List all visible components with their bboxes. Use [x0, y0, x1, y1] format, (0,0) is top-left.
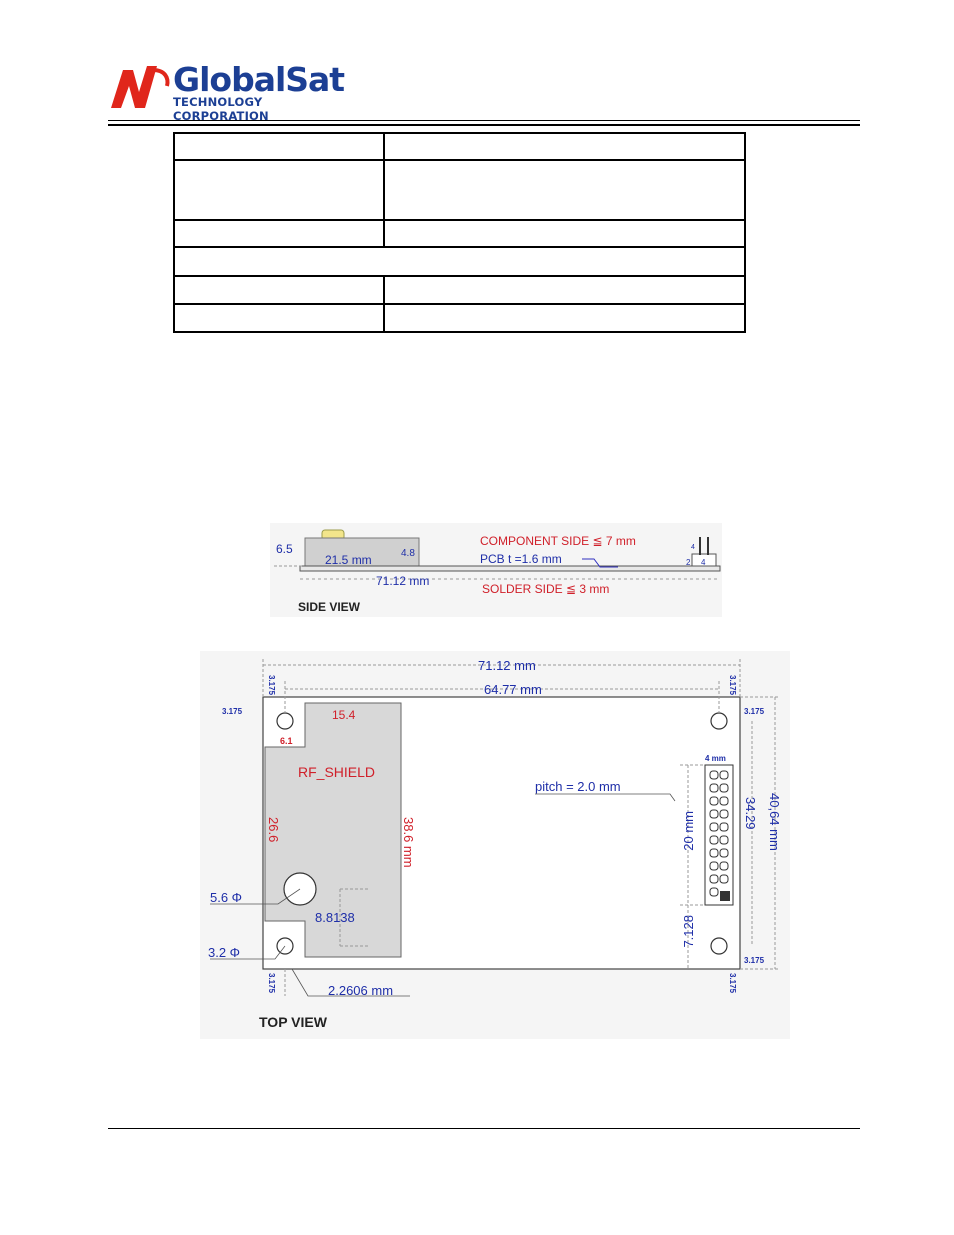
header-pin	[720, 875, 728, 883]
header-pin	[710, 810, 718, 818]
table-cell	[174, 220, 384, 247]
table-row	[174, 276, 745, 304]
overall-width-label: 71.12 mm	[478, 658, 536, 673]
pcb-thickness-label: PCB t =1.6 mm	[480, 552, 562, 566]
header-pin	[710, 823, 718, 831]
table-cell	[384, 133, 745, 160]
header-pin	[720, 836, 728, 844]
top-view-title: TOP VIEW	[259, 1014, 327, 1030]
header-pin	[710, 849, 718, 857]
table-cell	[384, 160, 745, 220]
header-pin	[710, 888, 718, 896]
header-pin	[710, 875, 718, 883]
hole-diameter-label: 3.2 Φ	[208, 945, 241, 960]
pin-box-label: 4	[701, 558, 706, 567]
header-rule-thick	[108, 124, 860, 126]
corner-offset-left: 3.175	[222, 707, 243, 716]
header-pin	[720, 810, 728, 818]
side-block-width: 21.5 mm	[325, 553, 372, 567]
header-pin	[720, 797, 728, 805]
spec-table	[173, 132, 746, 333]
shield-label: RF_SHIELD	[298, 764, 376, 780]
table-cell	[174, 160, 384, 220]
component-side-label: COMPONENT SIDE ≦ 7 mm	[480, 534, 636, 548]
logo-name: GlobalSat	[173, 60, 345, 99]
hole-vertical-label: 34.29	[743, 797, 758, 830]
corner-offset-top-right-v: 3.175	[728, 675, 737, 696]
header-pin	[710, 771, 718, 779]
header-offset-label: 7.128	[681, 915, 696, 948]
table-row	[174, 304, 745, 332]
connector-diameter-label: 5.6 Φ	[210, 890, 243, 905]
pin-small-top: 4	[691, 544, 695, 551]
corner-offset-right: 3.175	[744, 707, 765, 716]
header-pin	[720, 862, 728, 870]
side-length: 71.12 mm	[376, 574, 430, 588]
side-block-height: 4.8	[401, 548, 415, 559]
table-cell	[174, 247, 745, 276]
pitch-label: pitch = 2.0 mm	[535, 779, 621, 794]
overall-height-label: 40,64 mm	[767, 793, 782, 851]
header-pin	[710, 797, 718, 805]
header-pin	[710, 862, 718, 870]
footer-rule	[108, 1128, 860, 1129]
side-height-label: 6.5	[276, 542, 293, 556]
header-pin	[710, 836, 718, 844]
shield-top-label: 15.4	[332, 708, 356, 722]
solder-side-label: SOLDER SIDE ≦ 3 mm	[482, 582, 610, 596]
table-cell	[384, 220, 745, 247]
shield-notch-label: 6.1	[280, 736, 293, 746]
header-pin	[710, 784, 718, 792]
header-pin	[720, 784, 728, 792]
table-row	[174, 160, 745, 220]
corner-offset-bottom-right: 3.175	[744, 956, 765, 965]
table-row	[174, 220, 745, 247]
logo-subtitle: TECHNOLOGY CORPORATION	[173, 95, 269, 123]
company-logo	[109, 60, 359, 123]
header-pin	[720, 771, 728, 779]
header-width-label: 4 mm	[705, 754, 726, 763]
table-cell	[174, 133, 384, 160]
header-height-label: 20 mm	[681, 811, 696, 851]
connector-offset-label: 8.8138	[315, 910, 355, 925]
pin-small-left: 2	[686, 558, 691, 567]
shield-left-label: 26.6	[266, 817, 281, 843]
table-row	[174, 247, 745, 276]
header-rule	[108, 120, 860, 121]
globalsat-logo-icon	[109, 64, 171, 110]
top-view-drawing	[200, 651, 790, 1039]
table-cell	[384, 276, 745, 304]
hole-spacing-label: 64.77 mm	[484, 682, 542, 697]
table-row	[174, 133, 745, 160]
header-pin	[720, 823, 728, 831]
table-cell	[384, 304, 745, 332]
side-view-title: SIDE VIEW	[298, 600, 361, 614]
corner-offset-bottom-left-v: 3.175	[267, 973, 276, 994]
shield-right-label: 38.6 mm	[401, 817, 416, 868]
corner-offset-top-left-v: 3.175	[267, 675, 276, 696]
corner-offset-bottom-right-v: 3.175	[728, 973, 737, 994]
table-cell	[174, 276, 384, 304]
hole-offset-label: 2.2606 mm	[328, 983, 394, 998]
side-view-drawing	[270, 523, 722, 617]
header-pin	[720, 849, 728, 857]
table-cell	[174, 304, 384, 332]
